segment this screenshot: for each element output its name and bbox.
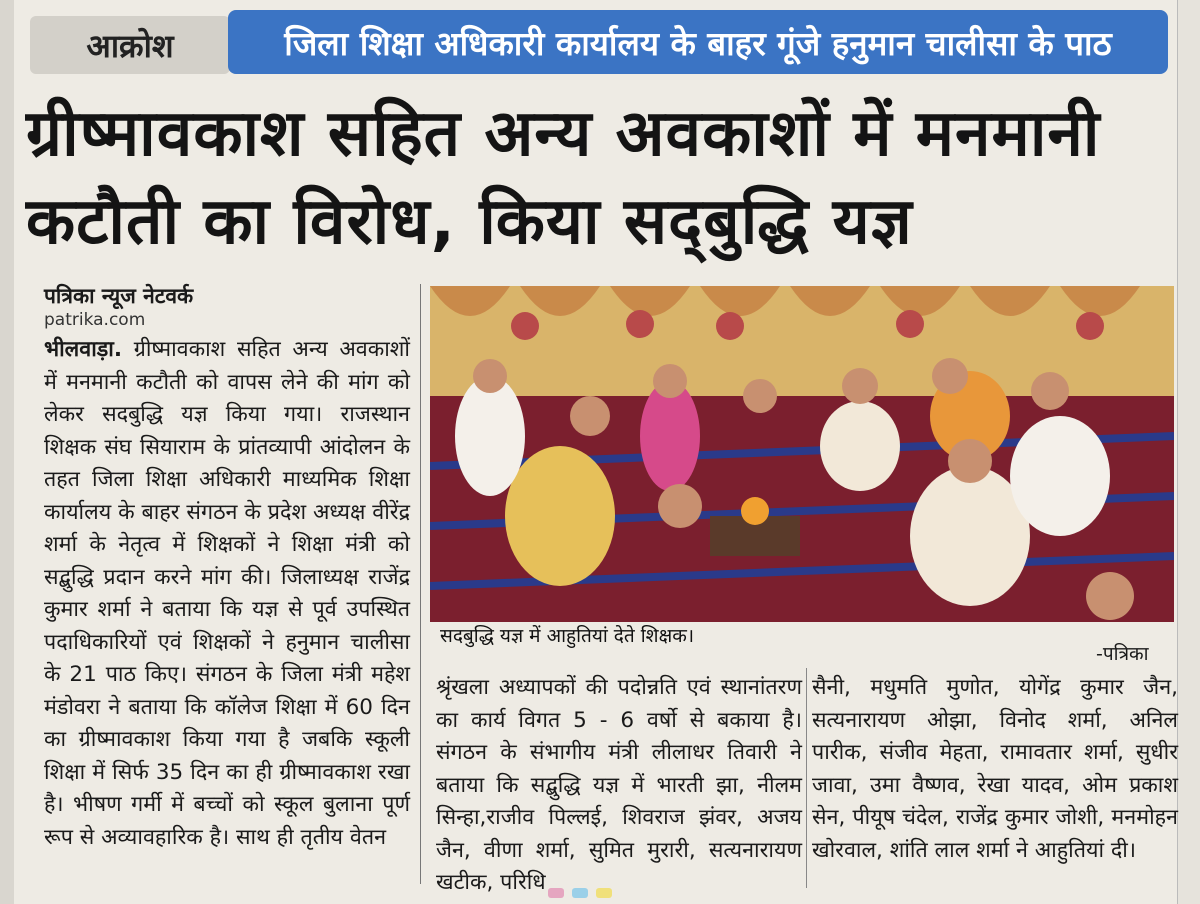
print-registration-mark — [548, 888, 564, 898]
column-1-text: ग्रीष्मावकाश सहित अन्य अवकाशों में मनमानी कटौती को वापस लेने की मांग को लेकर सदबुद्धि यज्ञ किया गया। राजस्थान शिक्षक संघ सियाराम के प्रांतव्यापी आंदोलन के तहत जिला शिक्षा अधिकारी माध्यमिक शिक्षा कार्यालय के बाहर संगठन के प्रदेश अध्यक्ष वीरेंद्र शर्मा के नेतृत्व में शिक्षकों ने शिक्षा मंत्री को सद्बुद्धि प्रदान करने मांग की। जिलाध्यक्ष राजेंद्र कुमार शर्मा ने बताया कि यज्ञ से पूर्व उपस्थित पदाधिकारियों एवं शिक्षकों ने हनुमान चालीसा के 21 पाठ किए। संगठन के जिला मंत्री महेश मंडोवरा ने बताया कि कॉलेज शिक्षा में 60 दिन का ग्रीष्मावकाश किया गया है जबकि स्कूली शिक्षा में सिर्फ 35 दिन का ही ग्रीष्मावकाश रखा है। भीषण गर्मी में बच्चों को स्कूल बुलाना पूर्ण रूप से अव्यावहारिक है। साथ ही तृतीय वेतन — [44, 337, 410, 850]
main-headline — [26, 90, 1176, 266]
dateline: भीलवाड़ा. — [44, 337, 123, 362]
byline: पत्रिका न्यूज नेटवर्क — [44, 284, 194, 308]
kicker-label: आक्रोश — [30, 16, 230, 74]
column-divider — [420, 284, 421, 884]
kicker-headline: जिला शिक्षा अधिकारी कार्यालय के बाहर गूंजे हनुमान चालीसा के पाठ — [228, 10, 1168, 74]
left-margin-strip — [0, 0, 14, 904]
photo-credit: -पत्रिका — [1096, 643, 1149, 665]
article-column-1 — [44, 334, 410, 854]
article-column-2: श्रृंखला अध्यापकों की पदोन्नति एवं स्थानांतरण का कार्य विगत 5 - 6 वर्षो से बकाया है। संगठन के संभागीय मंत्री लीलाधर तिवारी ने बताया कि सद्बुद्धि यज्ञ में भारती झा, नीलम सिन्हा,राजीव पिल्लई, शिवराज झंवर, अजय जैन, वीणा शर्मा, सुमित मुरारी, सत्यनारायण खटीक, परिधि — [436, 675, 802, 895]
headline-line-1: ग्रीष्मावकाश सहित अन्य अवकाशों में मनमानी — [26, 97, 1101, 171]
headline-line-2: कटौती का विरोध, किया सद्‌बुद्धि यज्ञ — [26, 185, 913, 259]
article-column-3: सैनी, मधुमति मुणोत, योगेंद्र कुमार जैन, सत्यनारायण ओझा, विनोद शर्मा, अनिल पारीक, संजीव मेहता, रामावतार शर्मा, सुधीर जावा, उमा वैष्णव, रेखा यादव, ओम प्रकाश सेन, पीयूष चंदेल, राजेंद्र कुमार जोशी, मनमोहन खोरवाल, शांति लाल शर्मा ने आहुतियां दी। — [812, 675, 1178, 863]
right-margin-strip — [1177, 0, 1200, 904]
print-registration-mark — [596, 888, 612, 898]
column-divider-2 — [806, 668, 807, 888]
photo-caption: सदबुद्धि यज्ञ में आहुतियां देते शिक्षक। — [434, 622, 700, 648]
news-photo — [430, 286, 1174, 622]
print-registration-mark — [572, 888, 588, 898]
site-url: patrika.com — [44, 310, 146, 330]
yagya-scene-illustration — [430, 286, 1174, 622]
